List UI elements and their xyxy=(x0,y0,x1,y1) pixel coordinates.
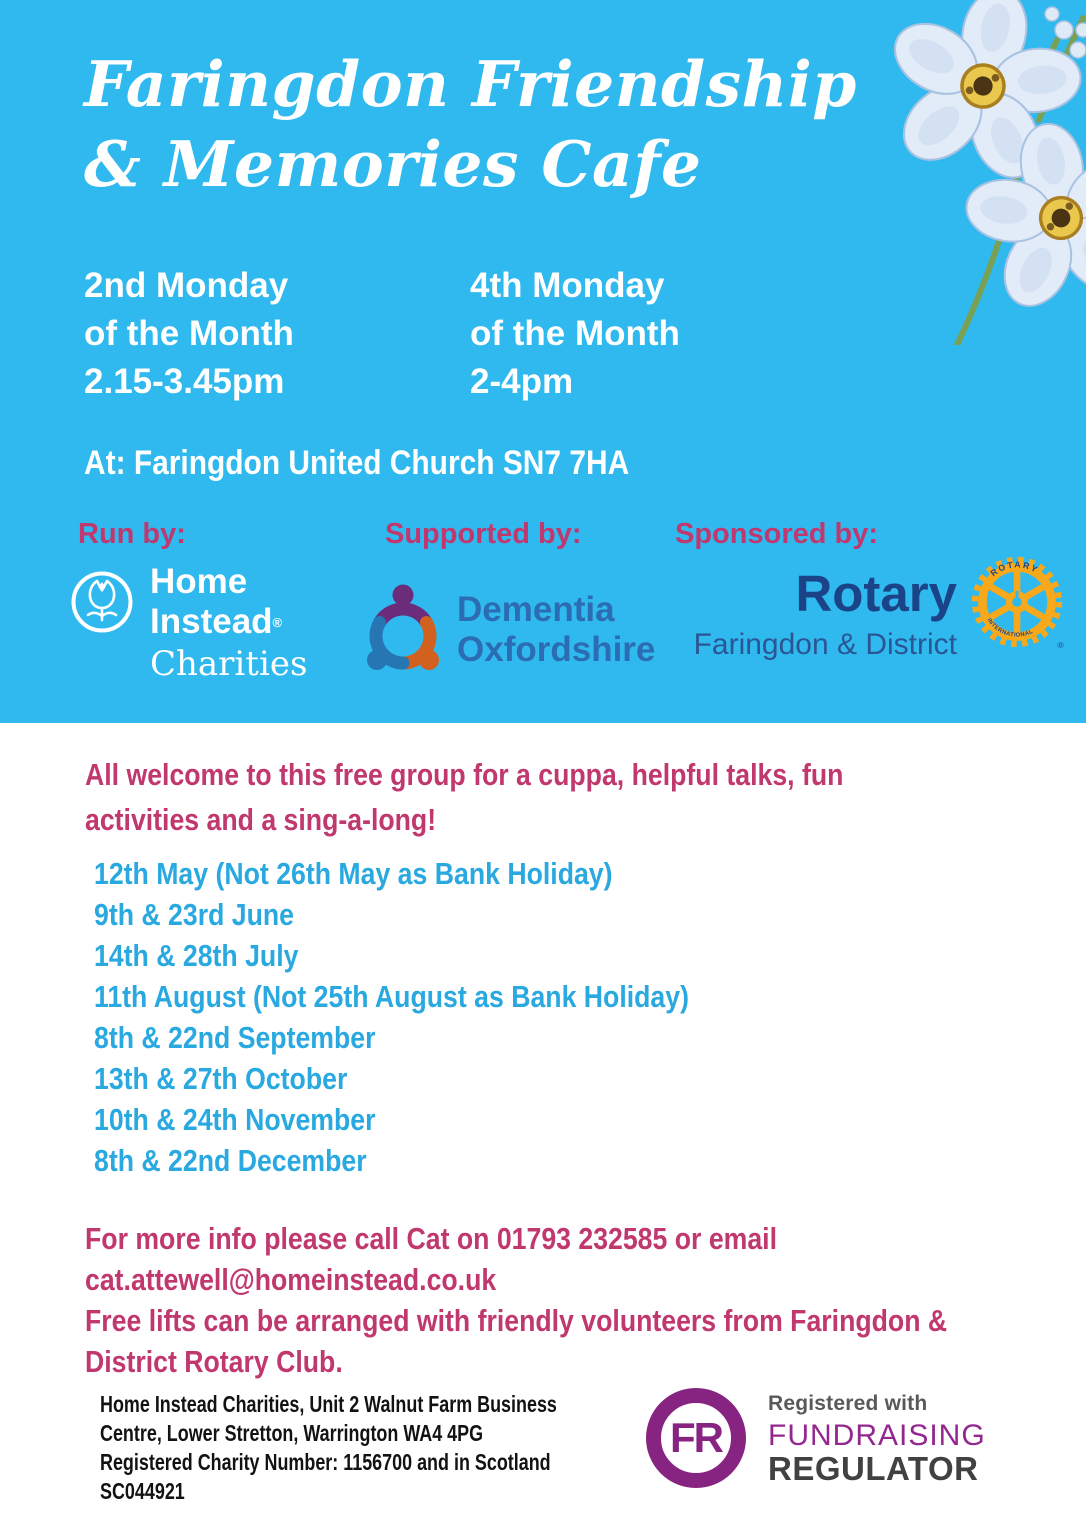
schedule-second-monday xyxy=(84,262,294,406)
schedule-line: of the Month xyxy=(84,314,294,353)
contact-lifts-line1: Free lifts can be arranged with friendly volunteers from Faringdon & xyxy=(85,1303,948,1338)
home-instead-charities-label: Charities xyxy=(150,644,308,684)
title-line-1: Faringdon Friendship xyxy=(84,47,857,121)
home-instead-wordmark-line2: Instead® xyxy=(150,602,283,641)
dementia-oxfordshire-logo xyxy=(363,584,656,684)
rotary-wordmark: Rotary xyxy=(795,565,957,622)
fundraising-regulator-badge xyxy=(646,1388,1066,1490)
contact-email-line: cat.attewell@homeinstead.co.uk xyxy=(85,1262,497,1297)
fr-regulator-label: REGULATOR xyxy=(768,1450,979,1487)
home-instead-wordmark-line1: Home xyxy=(150,562,248,601)
contact-lifts-line2: District Rotary Club. xyxy=(85,1344,343,1379)
supported-by-label: Supported by: xyxy=(385,518,582,550)
schedule-line: 2nd Monday xyxy=(84,266,289,305)
fr-badge-text xyxy=(768,1392,986,1486)
rotary-logo xyxy=(673,552,1065,662)
schedule-line: 2-4pm xyxy=(470,362,574,401)
registered-trademark-mark: ® xyxy=(272,615,283,630)
date-item: 14th & 28th July xyxy=(94,938,299,973)
page-title xyxy=(84,44,857,204)
charity-address: Home Instead Charities, Unit 2 Walnut Farm Business Centre, Lower Stretton, Warrington WA4 4PG Registered Charity Number: 1156700 and in Scotland SC044921 xyxy=(100,1391,557,1504)
schedule-fourth-monday xyxy=(470,262,680,406)
date-item: 11th August (Not 25th August as Bank Holiday) xyxy=(94,979,689,1014)
home-instead-charities-logo xyxy=(70,562,340,686)
contact-phone-line: For more info please call Cat on 01793 232585 or email xyxy=(85,1221,777,1256)
date-item: 8th & 22nd September xyxy=(94,1020,376,1055)
rotary-registered-mark: ® xyxy=(1057,640,1064,650)
schedule-line: 4th Monday xyxy=(470,266,665,305)
fr-fundraising-label: FUNDRAISING xyxy=(768,1419,986,1452)
fr-monogram: FR xyxy=(670,1414,722,1461)
rotary-wheel-bottom-text: INTERNATIONAL xyxy=(985,617,1035,639)
intro-text: All welcome to this free group for a cuppa, helpful talks, fun activities and a sing-a-long! xyxy=(85,757,844,837)
date-item: 13th & 27th October xyxy=(94,1061,348,1096)
rotary-wheel-top-text: ROTARY xyxy=(988,559,1041,579)
dementia-oxfordshire-wordmark: Dementia Oxfordshire xyxy=(457,590,656,669)
sponsored-by-label: Sponsored by: xyxy=(675,518,879,550)
fr-circle-icon xyxy=(646,1388,746,1488)
rotary-wheel-icon xyxy=(969,554,1065,650)
hero-section xyxy=(0,0,1086,723)
schedule-line: of the Month xyxy=(470,314,680,353)
run-by-label: Run by: xyxy=(78,518,186,550)
date-item: 10th & 24th November xyxy=(94,1102,376,1137)
forget-me-not-flowers-illustration xyxy=(871,0,1086,345)
location-line: At: Faringdon United Church SN7 7HA xyxy=(84,444,630,482)
date-item: 9th & 23rd June xyxy=(94,897,295,932)
fr-registered-with-label: Registered with xyxy=(768,1392,928,1415)
tulip-circle-icon xyxy=(70,570,134,634)
dates-list xyxy=(94,853,689,1181)
date-item: 8th & 22nd December xyxy=(94,1143,367,1178)
people-ring-icon xyxy=(363,584,443,679)
rotary-club-subtitle: Faringdon & District xyxy=(693,628,957,661)
schedule-line: 2.15-3.45pm xyxy=(84,362,285,401)
title-line-2: & Memories Cafe xyxy=(84,127,702,201)
date-item: 12th May (Not 26th May as Bank Holiday) xyxy=(94,856,613,891)
contact-info xyxy=(85,1218,947,1382)
